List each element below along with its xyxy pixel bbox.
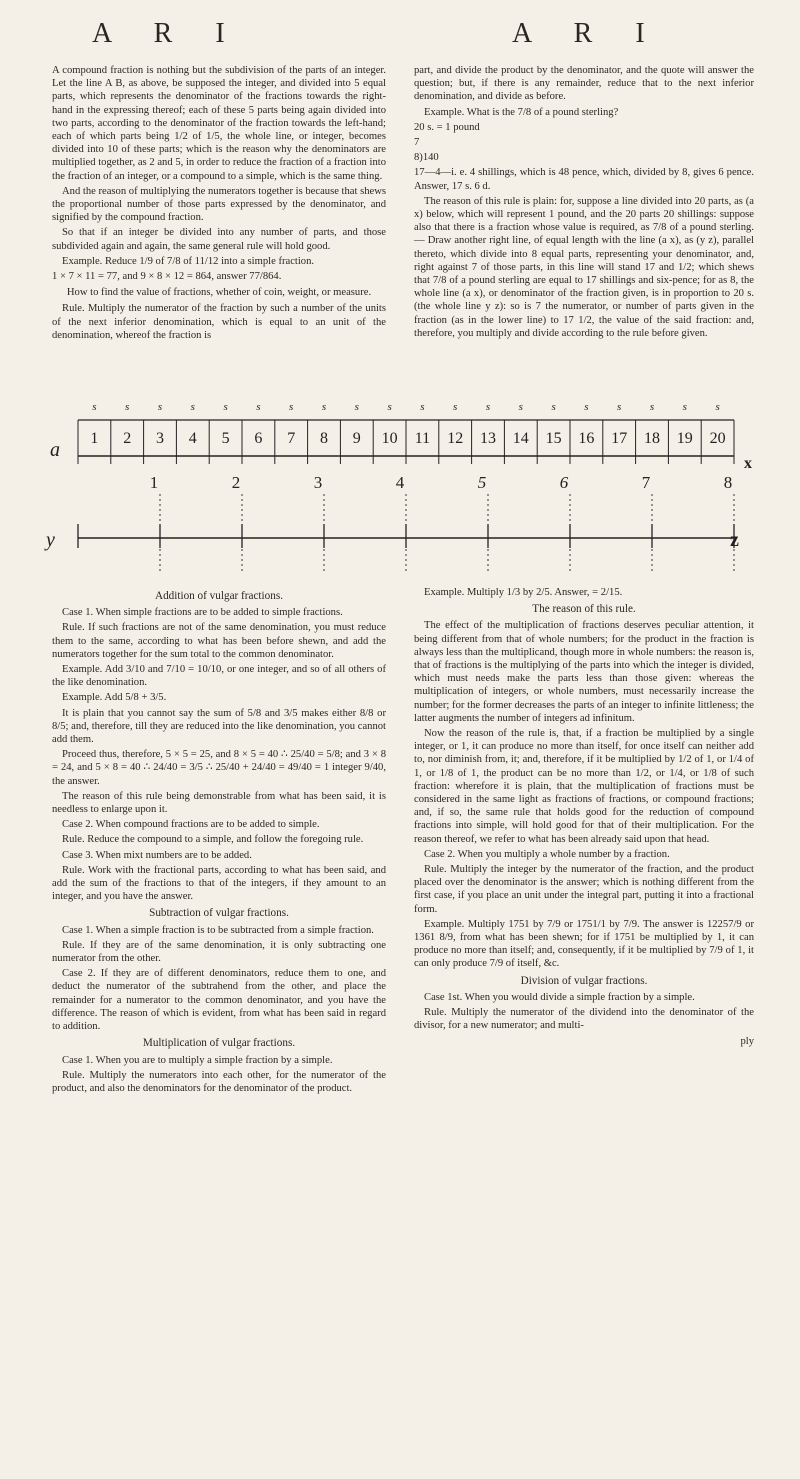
column-right-top [414,64,754,342]
paragraph: Example. Add 3/10 and 7/10 = 10/10, or one integer, and so of all others of the like denomination. [52,664,386,689]
paragraph: Case 1. When a simple fraction is to be subtracted from a simple fraction. [62,924,374,936]
shilling-labels [92,401,719,413]
paragraph: Rule. Multiply the numerators into each other, for the numerator of the product, and also the denominators for the denominator of the product. [52,1069,386,1094]
paragraph: Case 3. When mixt numbers are to be added. [62,849,252,861]
paragraph: Case 2. If they are of different denominators, reduce them to one, and deduct the numerator of the subtrahend from the other, and place the remainder for a numerator to the common denominator, and you have the difference. The reason of which is evident, from what has been said in regard to addition. [52,968,386,1033]
shilling-number: 15 [545,430,562,447]
example-line: Example. Reduce 1/9 of 7/8 of 11/12 into a simple fraction. [62,255,315,267]
s-label: s [256,401,261,413]
shilling-number: 2 [123,430,132,447]
paragraph: Example. Add 5/8 + 3/5. [62,692,167,704]
section-heading: Multiplication of vulgar fractions. [142,1037,296,1050]
running-head-left: A R I [92,18,243,49]
calculation-line: 20 s. = 1 pound [414,121,480,133]
shilling-number: 20 [709,430,726,447]
eighth-number: 1 [149,473,159,492]
paragraph: Case 1. When you are to multiply a simple fraction by a simple. [62,1054,333,1066]
fraction-line-diagram [30,398,770,578]
s-label: s [682,401,687,413]
shilling-number: 13 [480,430,496,447]
section-heading: How to find the value of fractions, whether of coin, weight, or measure. [66,287,372,299]
shilling-number: 12 [447,430,464,447]
shilling-number: 4 [188,430,197,447]
s-label: s [223,401,228,413]
eighth-number: 7 [641,473,651,492]
paragraph: Proceed thus, therefore, 5 × 5 = 25, and 8 × 5 = 40 ∴ 25/40 = 5/8; and 3 × 8 = 24, and 5 × 8 = 40 ∴ 24/40 = 3/5 ∴ 25/40 + 24/40 = 49/40 = 1 integer 9/40, the answer. [52,749,386,787]
eighth-number: 8 [723,473,733,492]
paragraph: Rule. Multiply the numerator of the dividend into the denominator of the divisor, for a new numerator; and multi- [414,1007,754,1032]
label-y: y [46,529,55,551]
catchword: ply [740,1035,754,1047]
paragraph: Rule. Reduce the compound to a simple, and follow the foregoing rule. [62,834,364,846]
shilling-number: 14 [512,430,529,447]
paragraph: A compound fraction is nothing but the subdivision of the parts of an integer. Let the line A B, as above, be supposed the integer, and divided into 5 equal parts, which represents the denominator of the fractions towards the right-hand in the expressing thereof; each of these 5 parts being again divided into two parts, according to the denominator of the fraction towards the left-hand; each of which parts being 1/2 of 1/5, the whole line, or integer, becomes divided into 10 of these parts; which is the reason why the denominators are multiplied together, as 2 and 5, in order to reduce the fraction of a fraction into the fraction of an integer, or a compound to a simple, which is the same thing. [52,65,386,182]
paragraph: Rule. If such fractions are not of the same denomination, you must reduce them to the same, according to what has been before shewn, and add the numerators together for the sum total to the common denominator. [52,622,386,660]
calculation-line: 17—4—i. e. 4 shillings, which is 48 pence, which, divided by 8, gives 6 pence. Answer, 17 s. 6 d. [414,167,754,192]
paragraph: Case 2. When you multiply a whole number by a fraction. [424,848,670,860]
s-label: s [354,401,359,413]
shilling-number: 16 [578,430,595,447]
section-heading: The reason of this rule. [532,603,636,616]
paragraph: So that if an integer be divided into any number of parts, and those subdivided again and again, the same general rule will hold good. [52,227,386,252]
shilling-number: 19 [676,430,693,447]
label-a: a [50,439,60,461]
paragraph: Now the reason of the rule is, that, if a fraction be multiplied by a single integer, or 1, it can produce no more than itself, for once itself can neither add to, nor diminish from, it; and, therefore, if it be multiplied by 1/2 of 1, or 1/4 of 1, or 1/8 of 1, the product can be no more than 1/2, or 1/4, or 1/8 of such fraction: wherefore it is plain, that the multiplication of fractions must be considered in the same light as fractions of fractions, or compound fractions; and, if so, the same rule that holds good for the reduction of compound fractions into simple, will hold good for that of their multiplication. For the reason thereof, we refer to what has been already said upon that head. [414,728,754,845]
example-line: Example. What is the 7/8 of a pound sterling? [424,106,619,118]
paragraph: Case 1st. When you would divide a simple fraction by a simple. [424,991,695,1003]
shilling-number: 1 [90,430,99,447]
s-label: s [715,401,720,413]
s-label: s [157,401,163,413]
eighth-number: 5 [477,473,487,492]
column-left-bottom [52,586,386,1097]
calculation-line: 8)140 [414,152,439,164]
s-label: s [584,401,589,413]
shilling-number: 17 [611,430,628,447]
paragraph: Case 2. When compound fractions are to be added to simple. [62,819,320,831]
line-y-z [78,473,734,573]
s-label: s [190,401,195,413]
paragraph: Rule. Work with the fractional parts, according to what has been said, and add the sum of the fractions to that of the integers, if they amount to an integer, and you have the answer. [52,864,386,903]
shilling-number: 7 [287,430,296,447]
shilling-number: 3 [156,430,164,447]
label-x: x [744,455,752,472]
eighth-number: 4 [395,473,405,492]
paragraph: The reason of this rule being demonstrable from what has been said, it is needless to enlarge upon it. [52,790,386,816]
paragraph: Rule. Multiply the integer by the numerator of the fraction, and the product placed over the denominator is the answer; which is nothing different from the first case, if you place an unit under the integral part, putting it into a fractional form. [414,864,754,915]
s-label: s [387,401,392,413]
s-label: s [518,401,523,413]
s-label: s [617,401,622,413]
section-heading: Addition of vulgar fractions. [154,590,283,602]
calculation-line: 1 × 7 × 11 = 77, and 9 × 8 × 12 = 864, answer 77/864. [52,271,282,283]
calculation-line: 7 [414,137,420,149]
section-heading: Subtraction of vulgar fractions. [149,907,289,920]
shilling-number: 11 [414,430,431,447]
eighth-number: 3 [313,473,323,492]
shilling-number: 5 [221,430,230,447]
column-left-top [52,64,386,344]
shilling-number: 9 [352,430,361,447]
line-a-x [78,420,734,464]
paragraph: The effect of the multiplication of fractions deserves peculiar attention, it being different from that of whole numbers; for the product in the fraction is always less than the multiplicand, though more in whole numbers: the reason is, that of fractions is the multiplying of the parts into which the integer is divided, which must needs make the parts less than those given: whereas the multiplication of integers, or whole numbers, must necessarily increase the number; for the former decreases the parts of an integer to infinite littleness; the latter augments the number of integers ad infinitum. [414,620,754,724]
s-label: s [420,401,425,413]
paragraph: Rule. If they are of the same denomination, it is only subtracting one numerator from the other. [52,939,386,965]
shilling-number: 18 [644,430,660,447]
paragraph: Rule. Multiply the numerator of the fraction by such a number of the units of the next inferior denomination, which is equal to an unit of the denomination, whereof the fraction is [52,303,386,341]
shilling-number: 8 [320,430,328,447]
paragraph: The reason of this rule is plain: for, suppose a line divided into 20 parts, as (a x) below, which will represent 1 pound, and the 20 parts 20 shillings: suppose also that there is a fraction whose value is required, as 7/8 of a pound sterling. — Draw another right line, of equal length with the line (a x), as (y z), parallel thereto, which divide into 8 equal parts, representing your denominator, and, right against 7 of those parts, in this line will stand 17 and 1/2; which shews that 7/8 of a pound sterling are equal to 17 shillings and six-pence; for as 8, the whole line (a x), or denominator of the fraction given, is in proportion to 20 s. (the whole line y z): so is 7 the numerator, or number of parts given in the fraction (as in the lower line) to 17 1/2, the value of the said fraction: and, therefore, you multiply and divide according to the rule before given. [414,195,754,339]
paragraph: Example. Multiply 1/3 by 2/5. Answer, = 2/15. [424,587,623,598]
label-z: z [730,529,739,551]
shilling-number: 6 [254,430,263,447]
paragraph: And the reason of multiplying the numerators together is because that shews the proportional number of those parts expressed by the denominator, and signified by the compound fraction. [52,185,386,224]
s-label: s [453,401,458,413]
s-label: s [289,401,294,413]
s-label: s [321,401,327,413]
shilling-number: 10 [381,430,398,447]
s-label: s [92,401,97,413]
s-label: s [649,401,655,413]
s-label: s [551,401,556,413]
column-right-bottom [414,586,754,1050]
eighth-number: 2 [231,473,241,492]
s-label: s [125,401,130,413]
eighth-number: 6 [559,473,569,492]
paragraph: Example. Multiply 1751 by 7/9 or 1751/1 by 7/9. The answer is 12257/9 or 1361 8/9, from what has been shewn; for if 1751 be multiplied by 1, it can produce no more than itself; and, consequently, if it be multiplied by 7/9 of 1, it can only produce 7/9 of itself, &c. [414,918,754,970]
paragraph: It is plain that you cannot say the sum of 5/8 and 3/5 makes either 8/8 or 8/5; and, therefore, till they are reduced into the like denomination, you cannot add them. [52,707,386,746]
section-heading: Division of vulgar fractions. [520,974,648,987]
paragraph: part, and divide the product by the denominator, and the quote will answer the question; but, if there is any remainder, reduce that to the next inferior denomination, and divide as before. [414,65,754,103]
running-head-right: A R I [512,18,663,49]
paragraph: Case 1. When simple fractions are to be added to simple fractions. [62,607,343,619]
s-label: s [485,401,491,413]
